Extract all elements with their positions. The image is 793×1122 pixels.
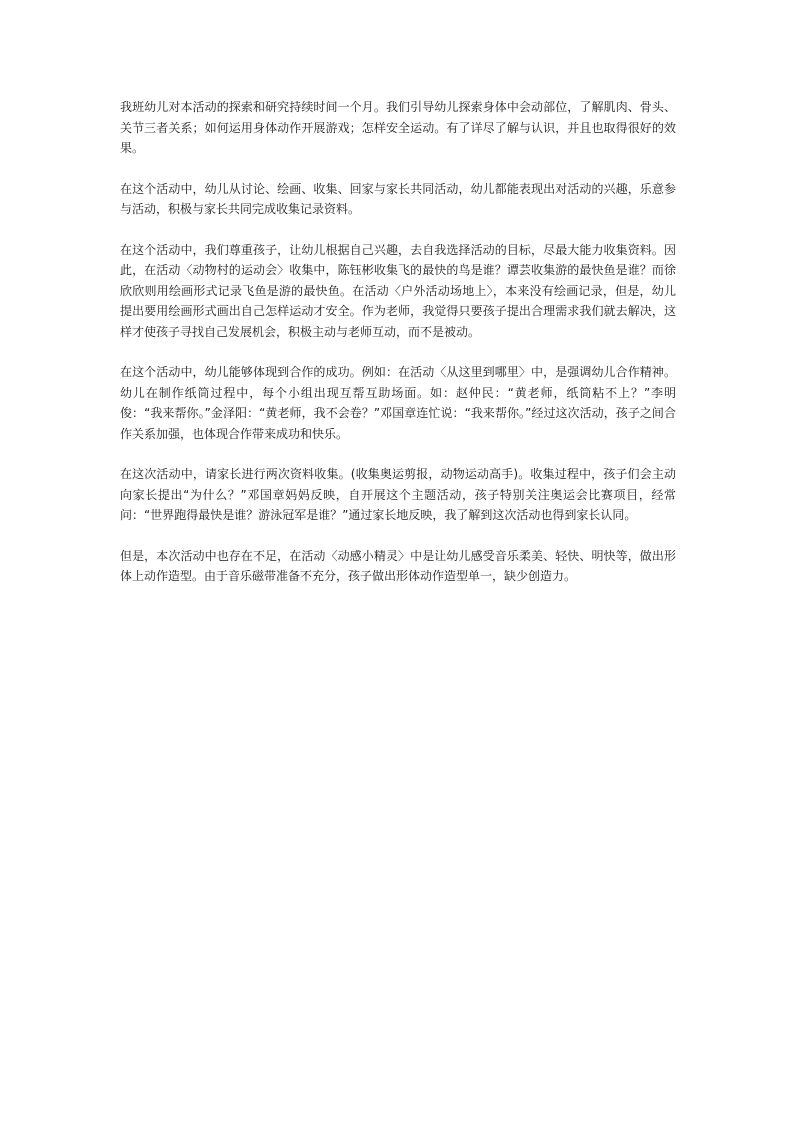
paragraph-5: 在这次活动中，请家长进行两次资料收集。(收集奥运剪报，动物运动高手)。收集过程中，孩子们会主动向家长提出“为什么？”邓国章妈妈反映，自开展这个主题活动，孩子特别关注奥运会比赛项目，经常问：“世界跑得最快是谁？游泳冠军是谁？”通过家长地反映，我了解到这次活动也得到家长认同。 (120, 467, 676, 522)
document-body (120, 97, 676, 607)
paragraph-1: 我班幼儿对本活动的探索和研究持续时间一个月。我们引导幼儿探索身体中会动部位，了解肌肉、骨头、关节三者关系；如何运用身体动作开展游戏；怎样安全运动。有了详尽了解与认识，并且也取得很好的效果。 (120, 100, 676, 155)
paragraph-2: 在这个活动中，幼儿从讨论、绘画、收集、回家与家长共同活动，幼儿都能表现出对活动的兴趣，乐意参与活动，积极与家长共同完成收集记录资料。 (120, 181, 676, 216)
paragraph-4: 在这个活动中，幼儿能够体现到合作的成功。例如：在活动〈从这里到哪里〉中，是强调幼儿合作精神。幼儿在制作纸筒过程中，每个小组出现互帮互助场面。如：赵仲民：“黄老师，纸筒粘不上？”李明俊：“我来帮你。”金泽阳：“黄老师，我不会卷？”邓国章连忙说：“我来帮你。”经过这次活动，孩子之间合作关系加强，也体现合作带来成功和快乐。 (120, 365, 676, 441)
paragraph-6: 但是，本次活动中也存在不足，在活动〈动感小精灵〉中是让幼儿感受音乐柔美、轻快、明快等，做出形体上动作造型。由于音乐磁带准备不充分，孩子做出形体动作造型单一，缺少创造力。 (120, 548, 676, 583)
paragraph-3: 在这个活动中，我们尊重孩子，让幼儿根据自己兴趣，去自我选择活动的目标，尽最大能力收集资料。因此，在活动〈动物村的运动会〉收集中，陈钰彬收集飞的最快的鸟是谁？谭芸收集游的最快鱼是谁？而徐欣欣则用绘画形式记录飞鱼是游的最快鱼。在活动〈户外活动场地上〉，本来没有绘画记录，但是，幼儿提出要用绘画形式画出自己怎样运动才安全。作为老师，我觉得只要孩子提出合理需求我们就去解决，这样才使孩子寻找自己发展机会，积极主动与老师互动，而不是被动。 (120, 242, 676, 339)
